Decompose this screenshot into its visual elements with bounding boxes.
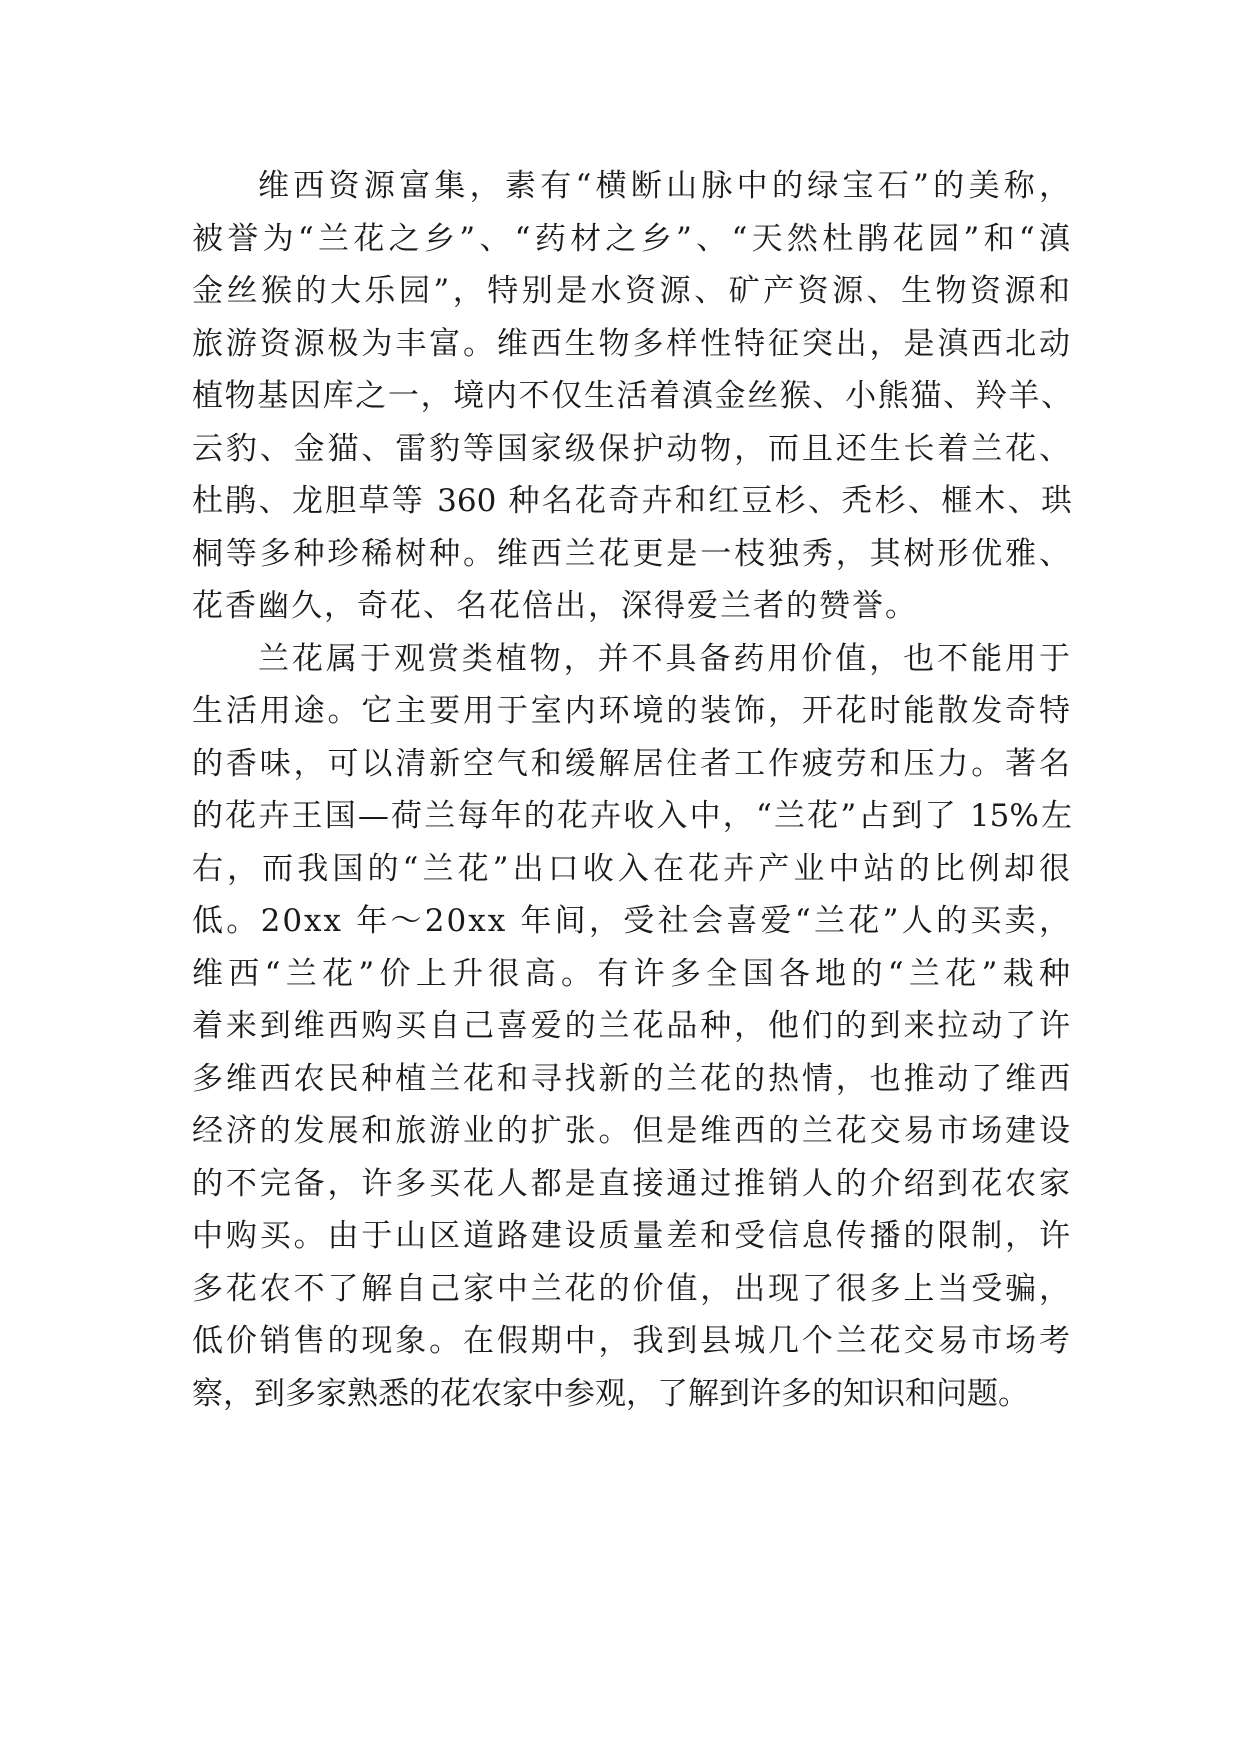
paragraph-line: 金丝猴的大乐园”，特别是水资源、矿产资源、生物资源和 bbox=[192, 273, 1072, 309]
paragraph-line: 桐等多种珍稀树种。维西兰花更是一枝独秀，其树形优雅、 bbox=[192, 535, 1072, 572]
paragraph-line: 兰花属于观赏类植物，并不具备药用价值，也不能用于 bbox=[258, 640, 1072, 677]
paragraph-1 bbox=[192, 160, 1072, 633]
paragraph-line: 植物基因库之一，境内不仅生活着滇金丝猴、小熊猫、羚羊、 bbox=[192, 378, 1072, 414]
paragraph-line: 杜鹃、龙胆草等 360 种名花奇卉和红豆杉、秃杉、榧木、珙 bbox=[192, 483, 1072, 519]
paragraph-line: 生活用途。它主要用于室内环境的装饰，开花时能散发奇特 bbox=[192, 693, 1072, 729]
paragraph-line: 多维西农民种植兰花和寻找新的兰花的热情，也推动了维西 bbox=[192, 1060, 1072, 1097]
paragraph-line: 维西“兰花”价上升很高。有许多全国各地的“兰花”栽种 bbox=[192, 955, 1072, 992]
paragraph-line: 中购买。由于山区道路建设质量差和受信息传播的限制，许 bbox=[192, 1218, 1072, 1254]
paragraph-line: 维西资源富集，素有“横断山脉中的绿宝石”的美称， bbox=[258, 168, 1072, 204]
paragraph-line: 花香幽久，奇花、名花倍出，深得爱兰者的赞誉。 bbox=[192, 588, 918, 624]
paragraph-line: 低。20xx 年～20xx 年间，受社会喜爱“兰花”人的买卖， bbox=[192, 903, 1072, 939]
paragraph-line: 的花卉王国—荷兰每年的花卉收入中，“兰花”占到了 15%左 bbox=[192, 798, 1072, 834]
paragraph-line: 被誉为“兰花之乡”、“药材之乡”、“天然杜鹃花园”和“滇 bbox=[192, 220, 1072, 257]
paragraph-line: 多花农不了解自己家中兰花的价值，出现了很多上当受骗， bbox=[192, 1270, 1072, 1307]
paragraph-line: 右，而我国的“兰花”出口收入在花卉产业中站的比例却很 bbox=[192, 850, 1072, 887]
body-text bbox=[192, 160, 1072, 1420]
paragraph-line: 云豹、金猫、雷豹等国家级保护动物，而且还生长着兰花、 bbox=[192, 430, 1072, 467]
paragraph-line: 察，到多家熟悉的花农家中参观，了解到许多的知识和问题。 bbox=[192, 1375, 1029, 1412]
paragraph-line: 旅游资源极为丰富。维西生物多样性特征突出，是滇西北动 bbox=[192, 325, 1072, 362]
paragraph-line: 着来到维西购买自己喜爱的兰花品种，他们的到来拉动了许 bbox=[192, 1008, 1072, 1044]
paragraph-line: 低价销售的现象。在假期中，我到县城几个兰花交易市场考 bbox=[192, 1323, 1072, 1359]
paragraph-line: 经济的发展和旅游业的扩张。但是维西的兰花交易市场建设 bbox=[192, 1113, 1072, 1149]
paragraph-line: 的香味，可以清新空气和缓解居住者工作疲劳和压力。著名 bbox=[192, 745, 1072, 782]
paragraph-line: 的不完备，许多买花人都是直接通过推销人的介绍到花农家 bbox=[192, 1165, 1072, 1202]
paragraph-2 bbox=[192, 633, 1072, 1421]
